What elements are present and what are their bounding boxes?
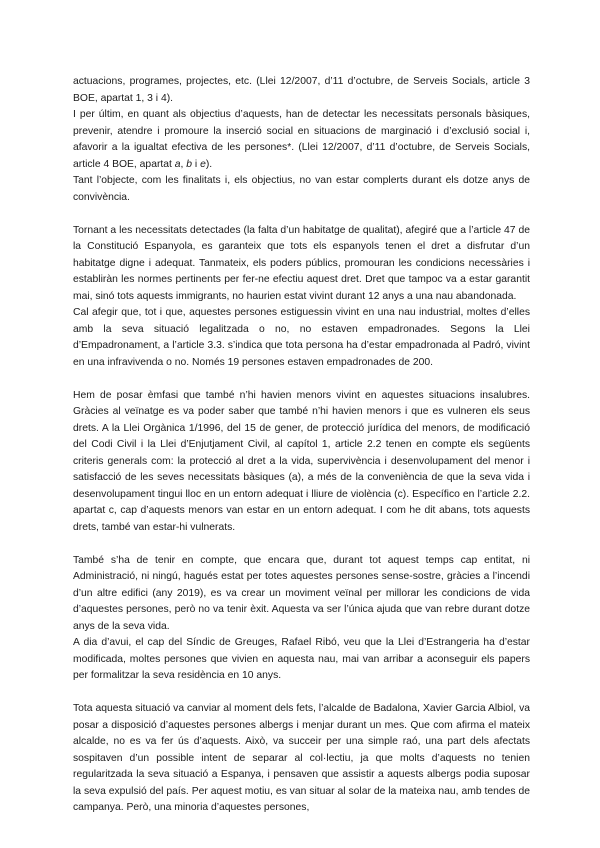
ref-sep: ,: [180, 158, 187, 170]
paragraph-2: I per últim, en quant als objectius d’aquests, han de detectar les necessitats personals bàsiques, prevenir, atendre i promoure la inserció social en situacions de marginació i d’exclusió social i, afavorir a la igualtat efectiva de les persones*. (Llei 12/2007, d’11 d’octubre, de Serveis Socials, article 4 BOE, apartat a, b i e).: [73, 109, 530, 170]
paragraph-3: Tant l’objecte, com les finalitats i, els objectius, no van estar complerts durant els dotze anys de convivència.: [73, 175, 530, 203]
paragraph-7: També s’ha de tenir en compte, que encara que, durant tot aquest temps cap entitat, ni Administració, ni ningú, hagués estat per totes aquestes persones sense-sostre, gràcies a l’incendi d’un altre edifici (any 2019), es va crear un moviment veïnal per millorar les condicions de vida d’aquestes persones, però no va tenir èxit. Aquesta va ser l’única ajuda que van rebre durant dotze anys de la seva vida.: [73, 554, 530, 632]
body-text: [73, 74, 530, 817]
ref-letter-e: e: [200, 158, 206, 170]
paragraph-6: Hem de posar èmfasi que també n’hi havien menors vivint en aquestes situacions insalubres. Gràcies al veïnatge es va poder saber que també n’hi havien menors i que es vulneren els seus drets. A la Llei Orgànica 1/1996, del 15 de gener, de protecció jurídica del menors, de modificació del Codi Civil i la Llei d’Enjutjament Civil, al capítol 1, article 2.2 tenen en compte els següents criteris generals com: la protecció al dret a la vida, supervivència i desenvolupament del menor i satisfacció de les seves necessitats bàsiques (a), a més de la conveniència de que la seva vida i desenvolupament tingui lloc en un entorn adequat i lliure de violència (c). Específico en l’article 2.2. apartat c, cap d’aquests menors van estar en un entorn adequat. I com he dit abans, tots aquests drets, també van estar-hi vulnerats.: [73, 389, 530, 533]
paragraph-5: Cal afegir que, tot i que, aquestes persones estiguessin vivint en una nau industrial, moltes d’elles amb la seva situació legalitzada o no, no estaven empadronades. Segons la Llei d’Empadronament, a l’article 3.3. s’indica que tota persona ha d’estar empadronada al Padró, vivint en una infravivenda o no. Només 19 persones estaven empadronades de 200.: [73, 307, 530, 368]
ref-letter-b: b: [186, 158, 193, 170]
ref-sep: i: [192, 158, 201, 170]
ref-end: ).: [205, 158, 213, 170]
paragraph-1: actuacions, programes, projectes, etc. (Llei 12/2007, d’11 d’octubre, de Serveis Socials, article 3 BOE, apartat 1, 3 i 4).: [73, 76, 530, 104]
paragraph-9: Tota aquesta situació va canviar al moment dels fets, l’alcalde de Badalona, Xavier Garcia Albiol, va posar a disposició d’aquestes persones albergs i menjar durant un mes. Que com afirma el mateix alcalde, no es va fer ús d’aquests. Això, va succeir per una simple raó, una part dels afectats sospitaven d’un possible intent de separar al col·lectiu, ja que molts d’aquests no tenien regularitzada la seva situació a Espanya, i pensaven que assistir a aquests albergs podia suposar la seva expulsió del país. Per aquest motiu, es van situar al solar de la mateixa nau, amb tendes de campanya. Però, una minoria d’aquestes persones,: [73, 703, 530, 813]
ref-letter-a: a: [174, 158, 181, 170]
paragraph-8: A dia d’avui, el cap del Síndic de Greuges, Rafael Ribó, veu que la Llei d’Estrangeria ha d’estar modificada, moltes persones que vivien en aquesta nau, mai van arribar a aconseguir els papers per formalitzar la seva residència en 10 anys.: [73, 637, 530, 681]
paragraph-4: Tornant a les necessitats detectades (la falta d’un habitatge de qualitat), afegiré que a l’article 47 de la Constitució Espanyola, es garanteix que tots els espanyols tenen el dret a disfrutar d’un habitatge digne i adequat. Tanmateix, els poders públics, promouran les condicions necessàries i establiràn les normes pertinents per fer-ne efectiu aquest dret. Dret que tampoc va a estar garantit mai, sinó tots aquests immigrants, no haurien estat vivint durant 12 anys a una nau abandonada.: [73, 224, 530, 302]
